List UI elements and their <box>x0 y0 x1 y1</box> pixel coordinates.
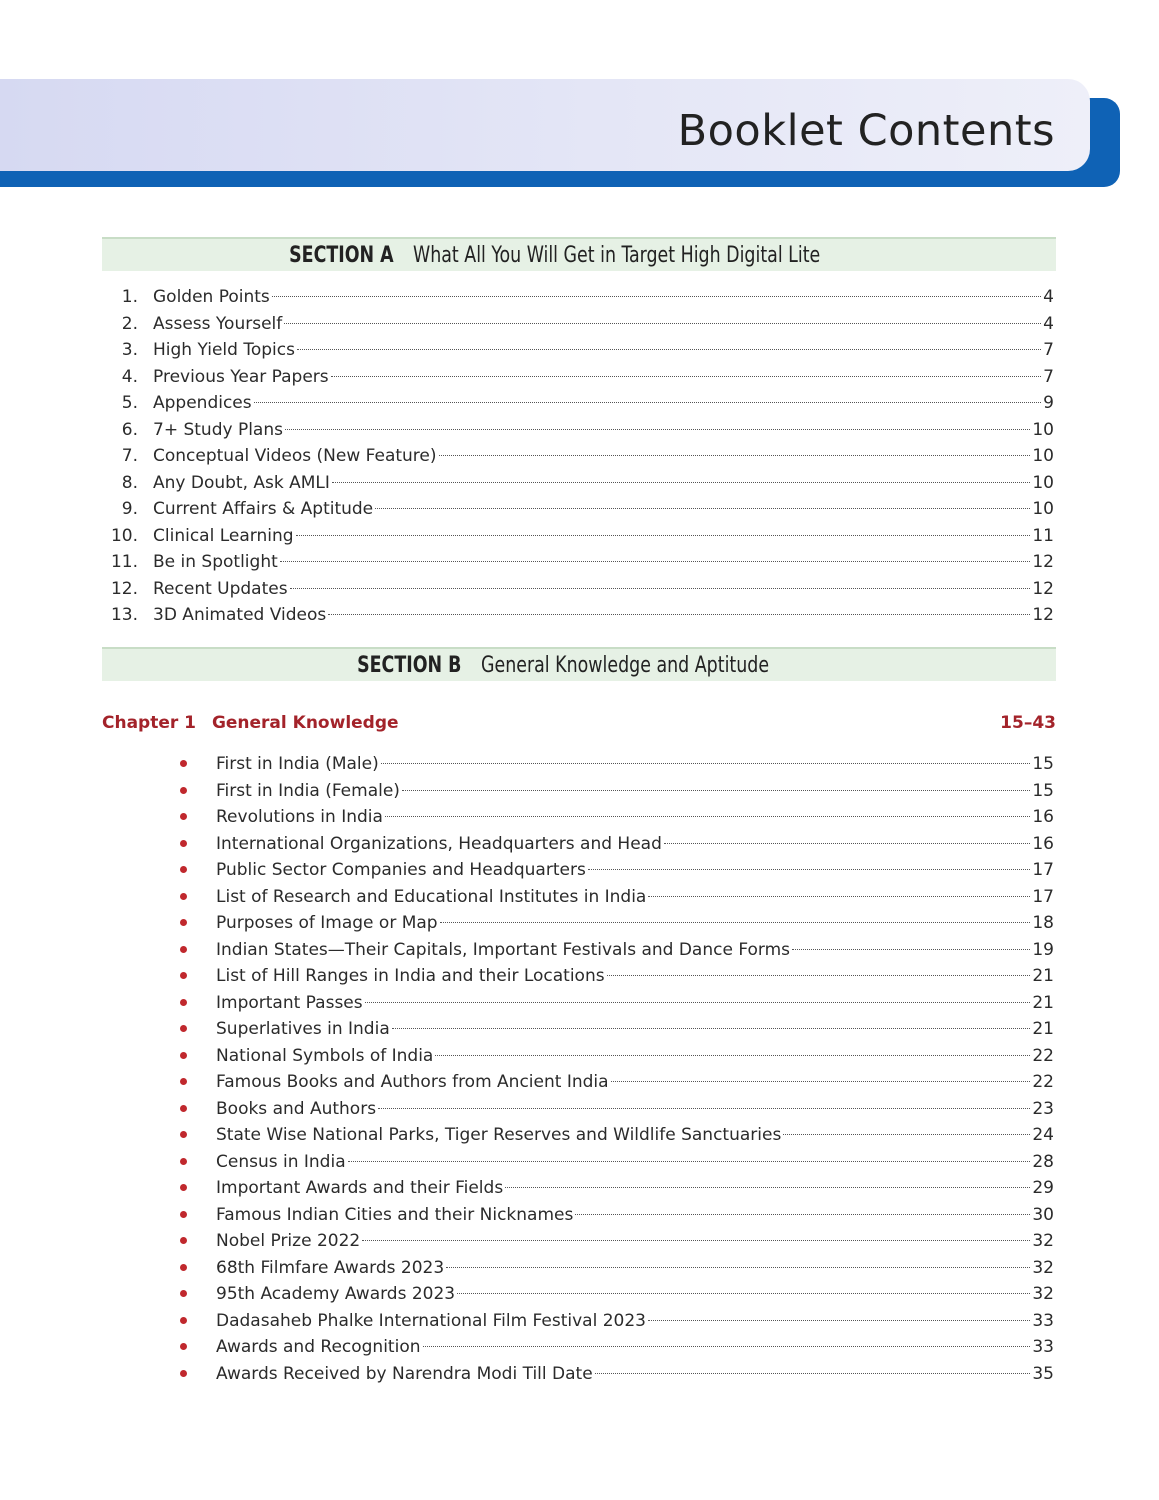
chapter-item-title: National Symbols of India <box>216 1045 434 1066</box>
dot-leader <box>285 429 1030 430</box>
toc-item[interactable] <box>100 470 1054 496</box>
toc-item[interactable] <box>100 549 1054 575</box>
toc-item[interactable] <box>100 337 1054 363</box>
chapter-item-title: Awards Received by Narendra Modi Till Date <box>216 1363 593 1384</box>
chapter-1-pages: 15–43 <box>1000 713 1056 733</box>
chapter-item-page: 32 <box>1032 1231 1054 1251</box>
section-a-header <box>102 237 1056 271</box>
chapter-item-title: Superlatives in India <box>216 1019 390 1039</box>
chapter-item[interactable] <box>180 1334 1054 1360</box>
dot-leader <box>588 869 1031 870</box>
toc-item-number: 8. <box>121 472 138 493</box>
toc-item[interactable] <box>100 417 1054 443</box>
bullet-icon <box>180 999 187 1006</box>
chapter-item[interactable] <box>180 778 1054 804</box>
bullet-icon <box>180 1131 187 1138</box>
dot-leader <box>290 588 1031 589</box>
dot-leader <box>254 402 1042 403</box>
chapter-item[interactable] <box>180 1228 1054 1254</box>
dot-leader <box>348 1161 1031 1162</box>
toc-item-page: 12 <box>1032 552 1054 572</box>
chapter-item-title: Famous Indian Cities and their Nicknames <box>216 1204 574 1225</box>
toc-item-title: High Yield Topics <box>153 340 295 360</box>
bullet-icon <box>180 1237 187 1244</box>
toc-item-title: Be in Spotlight <box>153 552 278 572</box>
chapter-item-page: 28 <box>1032 1151 1054 1172</box>
bullet-icon <box>180 893 187 900</box>
toc-item[interactable] <box>100 523 1054 549</box>
chapter-1-title: General Knowledge <box>211 713 399 733</box>
section-a-label: SECTION A <box>289 242 394 268</box>
dot-leader <box>664 843 1030 844</box>
dot-leader <box>440 922 1031 923</box>
bullet-icon <box>180 919 187 926</box>
chapter-item-title: International Organizations, Headquarters and Head <box>216 833 662 854</box>
bullet-icon <box>180 1317 187 1324</box>
dot-leader <box>280 561 1031 562</box>
bullet-icon <box>180 840 187 847</box>
dot-leader <box>284 323 1041 324</box>
chapter-item-title: Dadasaheb Phalke International Film Festival 2023 <box>216 1310 646 1331</box>
toc-item-page: 4 <box>1043 287 1054 307</box>
dot-leader <box>272 296 1041 297</box>
toc-item-number: 4. <box>121 366 138 387</box>
bullet-icon <box>180 1158 187 1165</box>
chapter-item[interactable] <box>180 1255 1054 1281</box>
toc-item-title: 3D Animated Videos <box>153 605 327 625</box>
chapter-item-title: 95th Academy Awards 2023 <box>216 1284 456 1304</box>
toc-item-page: 10 <box>1032 472 1054 493</box>
toc-item-number: 12. <box>110 578 138 599</box>
toc-item-page: 7 <box>1043 366 1054 387</box>
toc-item-number: 11. <box>110 552 138 572</box>
dot-leader <box>381 763 1031 764</box>
chapter-item-title: Nobel Prize 2022 <box>216 1231 361 1251</box>
chapter-item[interactable] <box>180 1096 1054 1122</box>
toc-item-title: Current Affairs & Aptitude <box>153 499 374 519</box>
chapter-item-page: 18 <box>1032 913 1054 933</box>
toc-item-page: 10 <box>1032 499 1054 519</box>
bullet-icon <box>180 866 187 873</box>
chapter-item-title: Revolutions in India <box>216 807 383 827</box>
toc-item-number: 10. <box>110 525 138 546</box>
chapter-item-page: 22 <box>1032 1072 1054 1092</box>
toc-item-number: 7. <box>121 446 138 466</box>
chapter-item-title: Census in India <box>216 1151 346 1172</box>
toc-item[interactable] <box>100 311 1054 337</box>
dot-leader <box>328 614 1030 615</box>
chapter-item[interactable] <box>180 884 1054 910</box>
chapter-item-title: Indian States—Their Capitals, Important Festivals and Dance Forms <box>216 939 791 960</box>
dot-leader <box>423 1346 1031 1347</box>
chapter-item-page: 35 <box>1032 1363 1054 1384</box>
toc-item-number: 6. <box>121 419 138 440</box>
dot-leader <box>595 1373 1031 1374</box>
toc-item[interactable] <box>100 390 1054 416</box>
chapter-item[interactable] <box>180 751 1054 777</box>
chapter-1-label: Chapter 1 <box>102 713 197 733</box>
chapter-item-title: Awards and Recognition <box>216 1337 421 1357</box>
chapter-item-page: 16 <box>1032 807 1054 827</box>
bullet-icon <box>180 787 187 794</box>
dot-leader <box>435 1055 1030 1056</box>
chapter-item-page: 32 <box>1032 1257 1054 1278</box>
chapter-item[interactable] <box>180 1016 1054 1042</box>
section-b-title: General Knowledge and Aptitude <box>480 652 769 678</box>
dot-leader <box>611 1081 1031 1082</box>
bullet-icon <box>180 1343 187 1350</box>
dot-leader <box>439 455 1031 456</box>
chapter-item-page: 16 <box>1032 833 1054 854</box>
chapter-item-page: 21 <box>1032 1019 1054 1039</box>
chapter-item-title: Famous Books and Authors from Ancient India <box>216 1072 609 1092</box>
bullet-icon <box>180 1370 187 1377</box>
chapter-item-page: 19 <box>1032 939 1054 960</box>
toc-item-number: 1. <box>121 287 138 307</box>
toc-item-title: Assess Yourself <box>153 313 283 334</box>
toc-item-page: 10 <box>1032 419 1054 440</box>
bullet-icon <box>180 1052 187 1059</box>
bullet-icon <box>180 1025 187 1032</box>
chapter-item-title: Public Sector Companies and Headquarters <box>216 860 586 880</box>
section-a-title: What All You Will Get in Target High Digital Lite <box>412 242 821 268</box>
chapter-item[interactable] <box>180 1043 1054 1069</box>
dot-leader <box>446 1267 1030 1268</box>
bullet-icon <box>180 760 187 767</box>
chapter-item-title: Books and Authors <box>216 1098 377 1119</box>
chapter-item-page: 32 <box>1032 1284 1054 1304</box>
chapter-1-heading[interactable] <box>102 713 1056 733</box>
dot-leader <box>297 349 1041 350</box>
chapter-item[interactable] <box>180 831 1054 857</box>
dot-leader <box>648 896 1030 897</box>
chapter-item-title: State Wise National Parks, Tiger Reserves and Wildlife Sanctuaries <box>216 1125 782 1145</box>
chapter-item[interactable] <box>180 1308 1054 1334</box>
toc-item-title: Golden Points <box>153 287 270 307</box>
toc-item-number: 13. <box>110 605 138 625</box>
chapter-item[interactable] <box>180 1149 1054 1175</box>
dot-leader <box>575 1214 1030 1215</box>
bullet-icon <box>180 972 187 979</box>
chapter-item-title: First in India (Female) <box>216 780 400 801</box>
chapter-item[interactable] <box>180 857 1054 883</box>
toc-item-title: Previous Year Papers <box>153 366 329 387</box>
bullet-icon <box>180 1184 187 1191</box>
dot-leader <box>457 1293 1030 1294</box>
chapter-item-page: 22 <box>1032 1045 1054 1066</box>
toc-item-title: Appendices <box>153 393 252 413</box>
dot-leader <box>607 975 1031 976</box>
chapter-item-page: 33 <box>1032 1310 1054 1331</box>
dot-leader <box>375 508 1030 509</box>
dot-leader <box>365 1002 1031 1003</box>
toc-item-page: 10 <box>1032 446 1054 466</box>
chapter-item[interactable] <box>180 1202 1054 1228</box>
chapter-item-title: List of Hill Ranges in India and their Locations <box>216 966 605 986</box>
toc-item-number: 9. <box>121 499 138 519</box>
toc-item-page: 4 <box>1043 313 1054 334</box>
toc-item-title: Conceptual Videos (New Feature) <box>153 446 437 466</box>
toc-item-title: Clinical Learning <box>153 525 294 546</box>
chapter-item-page: 21 <box>1032 992 1054 1013</box>
dot-leader <box>402 790 1030 791</box>
chapter-item-title: 68th Filmfare Awards 2023 <box>216 1257 445 1278</box>
chapter-item-page: 17 <box>1032 860 1054 880</box>
chapter-item-page: 23 <box>1032 1098 1054 1119</box>
dot-leader <box>783 1134 1030 1135</box>
chapter-item-page: 33 <box>1032 1337 1054 1357</box>
dot-leader <box>332 482 1030 483</box>
chapter-item-title: First in India (Male) <box>216 754 379 774</box>
chapter-item[interactable] <box>180 910 1054 936</box>
toc-item-page: 12 <box>1032 578 1054 599</box>
dot-leader <box>296 535 1031 536</box>
chapter-item-page: 15 <box>1032 780 1054 801</box>
dot-leader <box>385 816 1030 817</box>
chapter-item[interactable] <box>180 1175 1054 1201</box>
toc-item-number: 3. <box>121 340 138 360</box>
chapter-item-title: Important Awards and their Fields <box>216 1178 504 1198</box>
dot-leader <box>362 1240 1030 1241</box>
toc-item-number: 5. <box>121 393 138 413</box>
chapter-item-page: 24 <box>1032 1125 1054 1145</box>
toc-item-title: Any Doubt, Ask AMLI <box>153 472 330 493</box>
dot-leader <box>792 949 1030 950</box>
bullet-icon <box>180 946 187 953</box>
toc-item-page: 9 <box>1043 393 1054 413</box>
chapter-item[interactable] <box>180 1069 1054 1095</box>
chapter-item[interactable] <box>180 990 1054 1016</box>
dot-leader <box>392 1028 1031 1029</box>
toc-item-number: 2. <box>121 313 138 334</box>
toc-item[interactable] <box>100 602 1054 628</box>
chapter-item[interactable] <box>180 963 1054 989</box>
chapter-item-title: List of Research and Educational Institutes in India <box>216 886 647 907</box>
dot-leader <box>378 1108 1030 1109</box>
chapter-item[interactable] <box>180 804 1054 830</box>
chapter-item-title: Important Passes <box>216 992 363 1013</box>
toc-item-page: 12 <box>1032 605 1054 625</box>
toc-item[interactable] <box>100 576 1054 602</box>
toc-item-title: 7+ Study Plans <box>153 419 283 440</box>
page-title: Booklet Contents <box>677 106 1055 156</box>
chapter-item-title: Purposes of Image or Map <box>216 913 438 933</box>
bullet-icon <box>180 1105 187 1112</box>
bullet-icon <box>180 1211 187 1218</box>
toc-item[interactable] <box>100 284 1054 310</box>
chapter-item[interactable] <box>180 937 1054 963</box>
toc-item[interactable] <box>100 443 1054 469</box>
bullet-icon <box>180 1290 187 1297</box>
chapter-item-page: 21 <box>1032 966 1054 986</box>
toc-item-title: Recent Updates <box>153 578 288 599</box>
chapter-item-page: 29 <box>1032 1178 1054 1198</box>
chapter-item[interactable] <box>180 1122 1054 1148</box>
bullet-icon <box>180 813 187 820</box>
chapter-item-page: 30 <box>1032 1204 1054 1225</box>
chapter-item[interactable] <box>180 1281 1054 1307</box>
dot-leader <box>331 376 1042 377</box>
dot-leader <box>648 1320 1030 1321</box>
bullet-icon <box>180 1078 187 1085</box>
toc-item-page: 11 <box>1032 525 1054 546</box>
dot-leader <box>505 1187 1030 1188</box>
section-b-label: SECTION B <box>357 652 462 678</box>
chapter-item[interactable] <box>180 1361 1054 1387</box>
bullet-icon <box>180 1264 187 1271</box>
section-b-header <box>102 647 1056 681</box>
chapter-item-page: 15 <box>1032 754 1054 774</box>
toc-item[interactable] <box>100 496 1054 522</box>
chapter-item-page: 17 <box>1032 886 1054 907</box>
toc-item[interactable] <box>100 364 1054 390</box>
toc-item-page: 7 <box>1043 340 1054 360</box>
